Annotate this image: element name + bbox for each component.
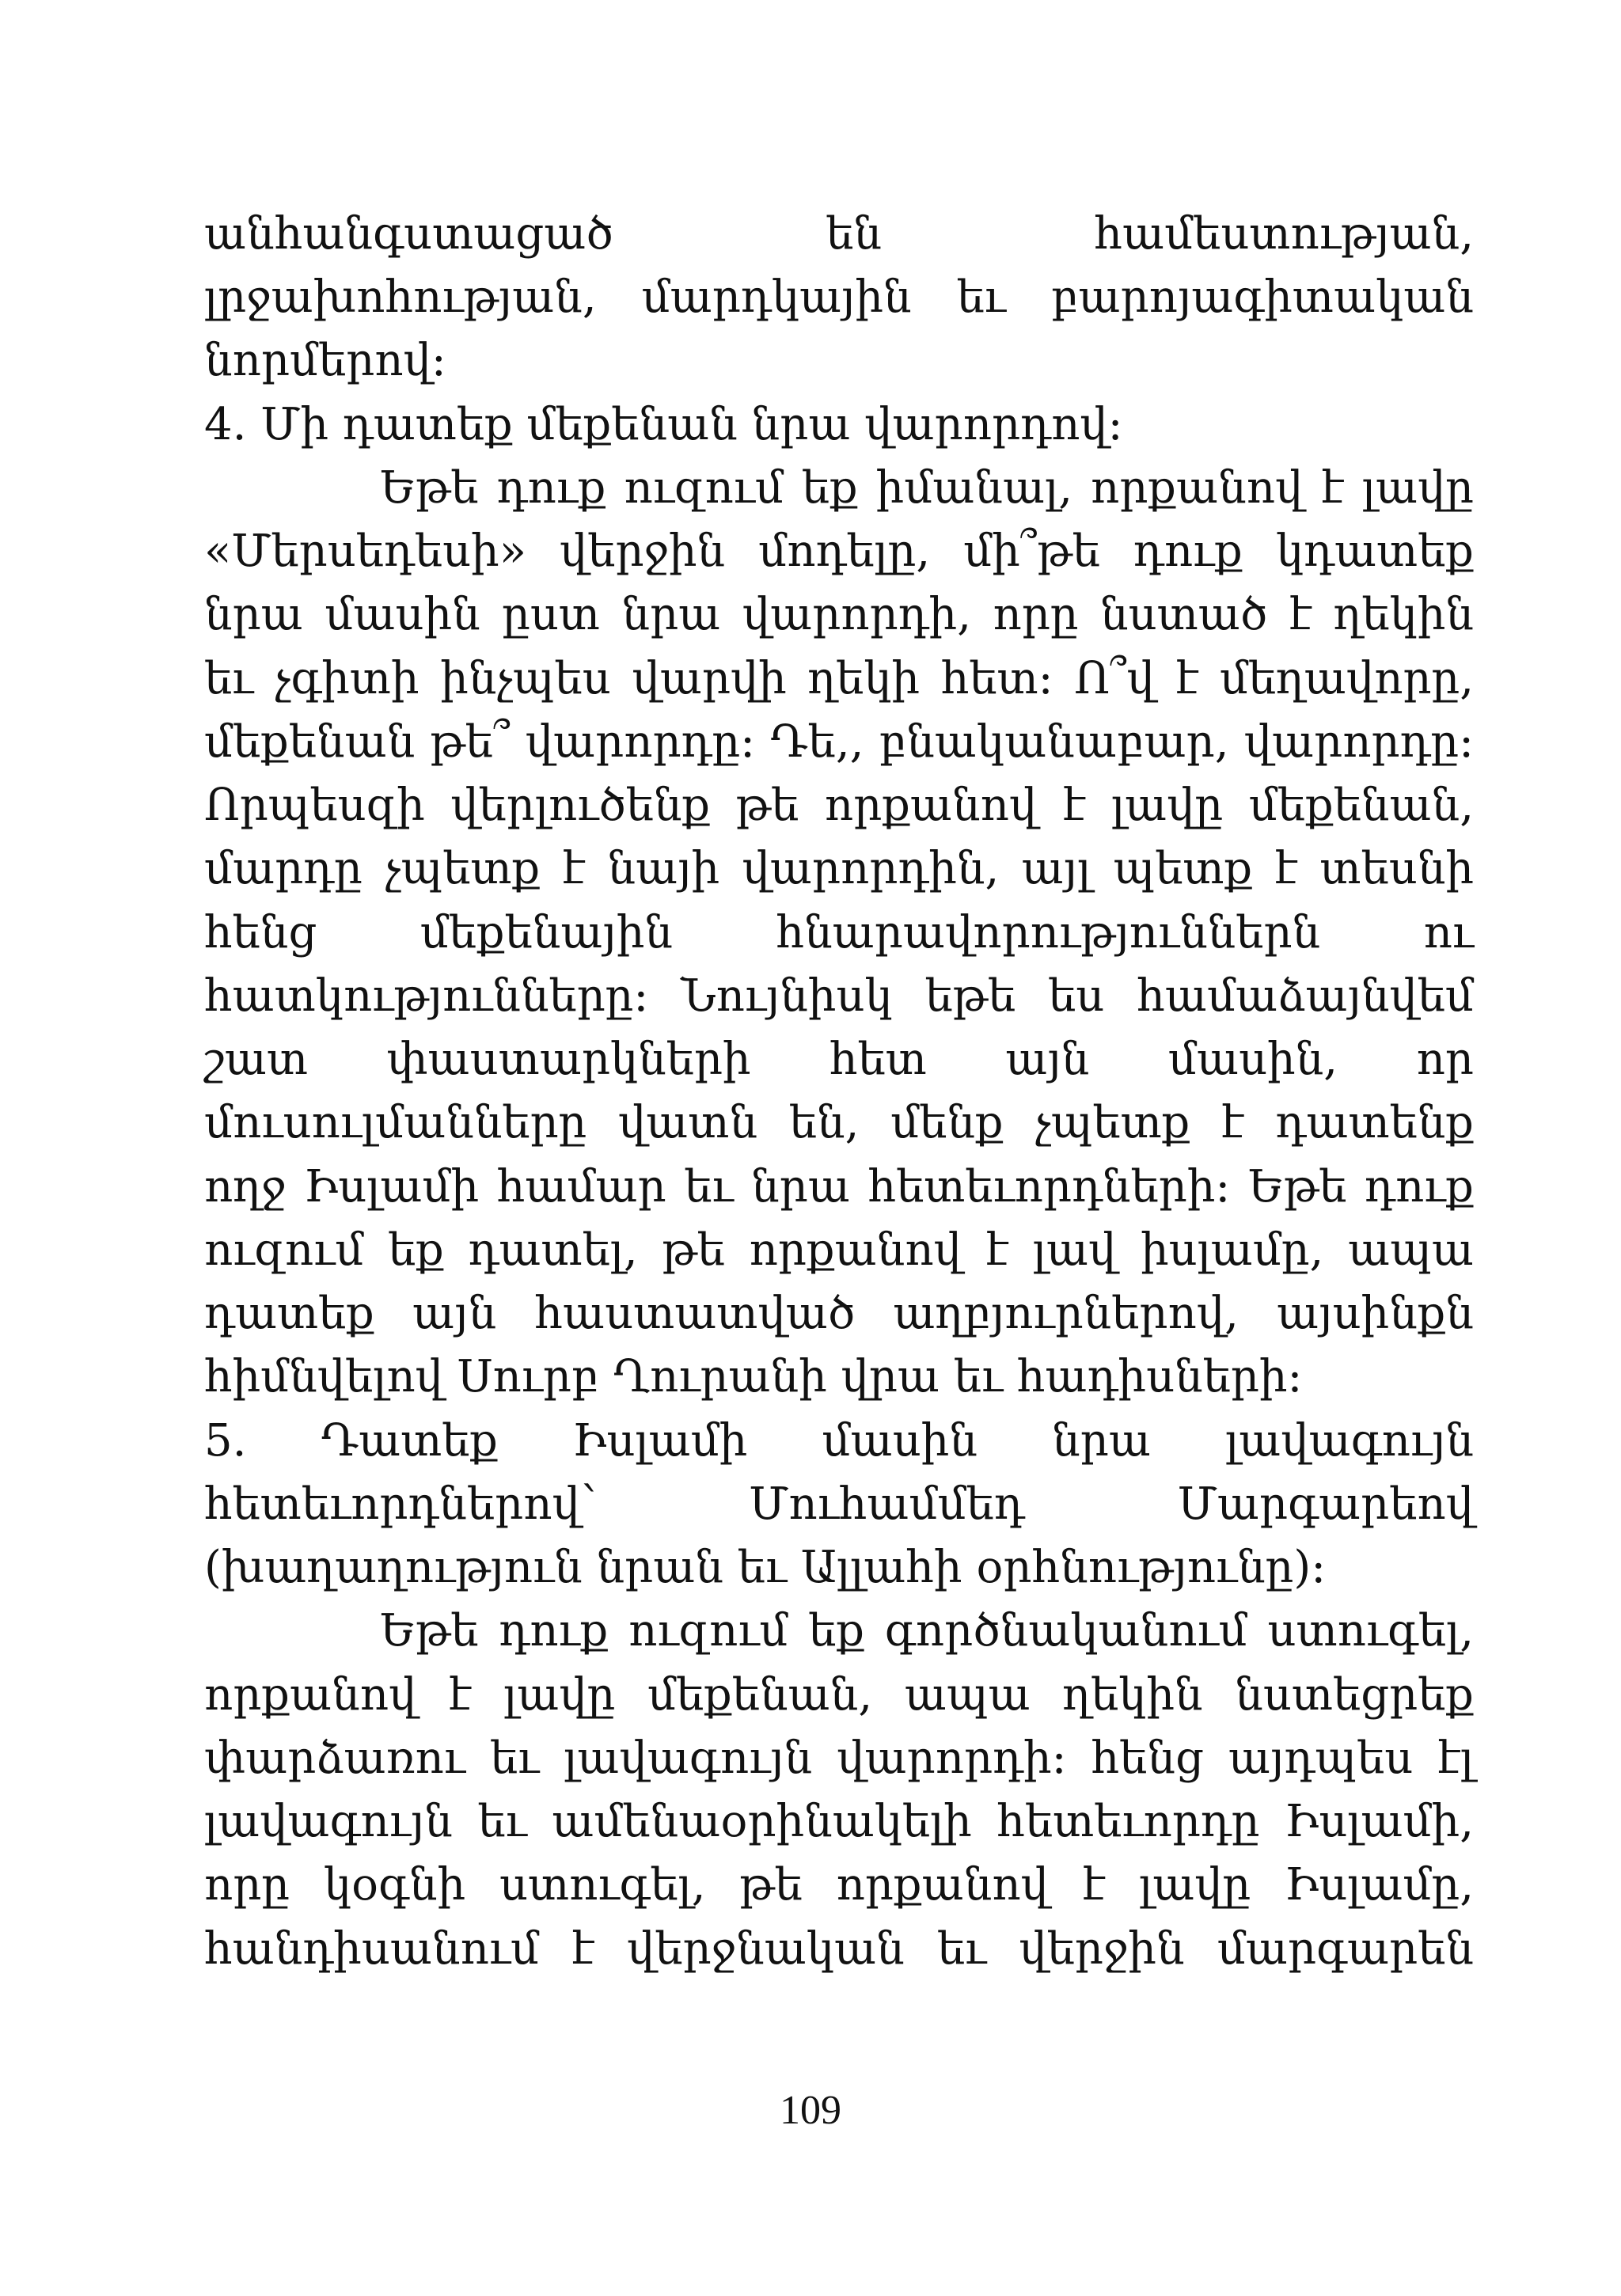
- text-line: լրջախոհության, մարդկային եւ բարոյագիտական: [204, 271, 1474, 323]
- text-line: Որպեսզի վերլուծենք թե որքանով է լավը մեքենան,: [204, 780, 1474, 831]
- text-line: լավագույն եւ ամենաօրինակելի հետեւորդը Իսլամի,: [204, 1796, 1474, 1847]
- text-line: դատեք այն հաստատված աղբյուրներով, այսինքն: [204, 1288, 1474, 1339]
- text-line: որը կօգնի ստուգել, թե որքանով է լավը Իսլամը,: [204, 1859, 1474, 1911]
- text-line: մեքենան թե՞ վարորդը: Դե,, բնականաբար, վարորդը:: [204, 716, 1474, 768]
- text-line: հիմնվելով Սուրբ Ղուրանի վրա եւ հադիսների:: [204, 1351, 1303, 1402]
- text-line: ողջ Իսլամի համար եւ նրա հետեւորդների: Եթե դուք: [204, 1161, 1474, 1213]
- section-heading: 5. Դատեք Իսլամի մասին նրա լավագույն: [204, 1415, 1474, 1467]
- text-line: փարձառու եւ լավագույն վարորդի: հենց այդպես էլ: [204, 1732, 1474, 1784]
- text-line: որքանով է լավը մեքենան, ապա ղեկին նստեցրեք: [204, 1669, 1474, 1721]
- section-heading: հետեւորդներով՝ Մուհամմեդ Մարգարեով: [204, 1478, 1474, 1530]
- text-line: «Մերսեդեսի» վերջին մոդելը, մի՞թե դուք կդատեք: [204, 526, 1474, 577]
- text-line: եւ չգիտի ինչպես վարվի ղեկի հետ: Ո՞վ է մեղավորը,: [204, 653, 1474, 704]
- text-line: ուզում եք դատել, թե որքանով է լավ իսլամը, ապա: [204, 1224, 1474, 1276]
- text-line: մուսուլմանները վատն են, մենք չպետք է դատենք: [204, 1097, 1474, 1148]
- text-line: Եթե դուք ուզում եք իմանալ, որքանով է լավը: [380, 462, 1474, 514]
- text-line: մարդը չպետք է նայի վարորդին, այլ պետք է տեսնի: [204, 843, 1474, 894]
- text-line: հանդիսանում է վերջնական եւ վերջին մարգարեն: [204, 1923, 1474, 1975]
- section-heading: (խաղաղություն նրան եւ Ալլահի օրհնությունը):: [204, 1542, 1327, 1593]
- page-number: 109: [780, 2088, 841, 2133]
- text-line: հատկությունները: Նույնիսկ եթե ես համաձայնվեմ: [204, 970, 1474, 1022]
- text-line: Եթե դուք ուզում եք գործնականում ստուգել,: [380, 1605, 1474, 1657]
- text-line: նրա մասին ըստ նրա վարորդի, որը նստած է ղեկին: [204, 589, 1474, 640]
- text-line: նորմերով:: [204, 335, 446, 386]
- section-heading: 4. Մի դատեք մեքենան նրա վարորդով:: [204, 399, 1123, 450]
- text-line: շատ փաստարկների հետ այն մասին, որ: [204, 1034, 1474, 1085]
- text-line: անհանգստացած են համեստության,: [204, 208, 1474, 260]
- text-line: հենց մեքենային հնարավորություններն ու: [204, 907, 1474, 958]
